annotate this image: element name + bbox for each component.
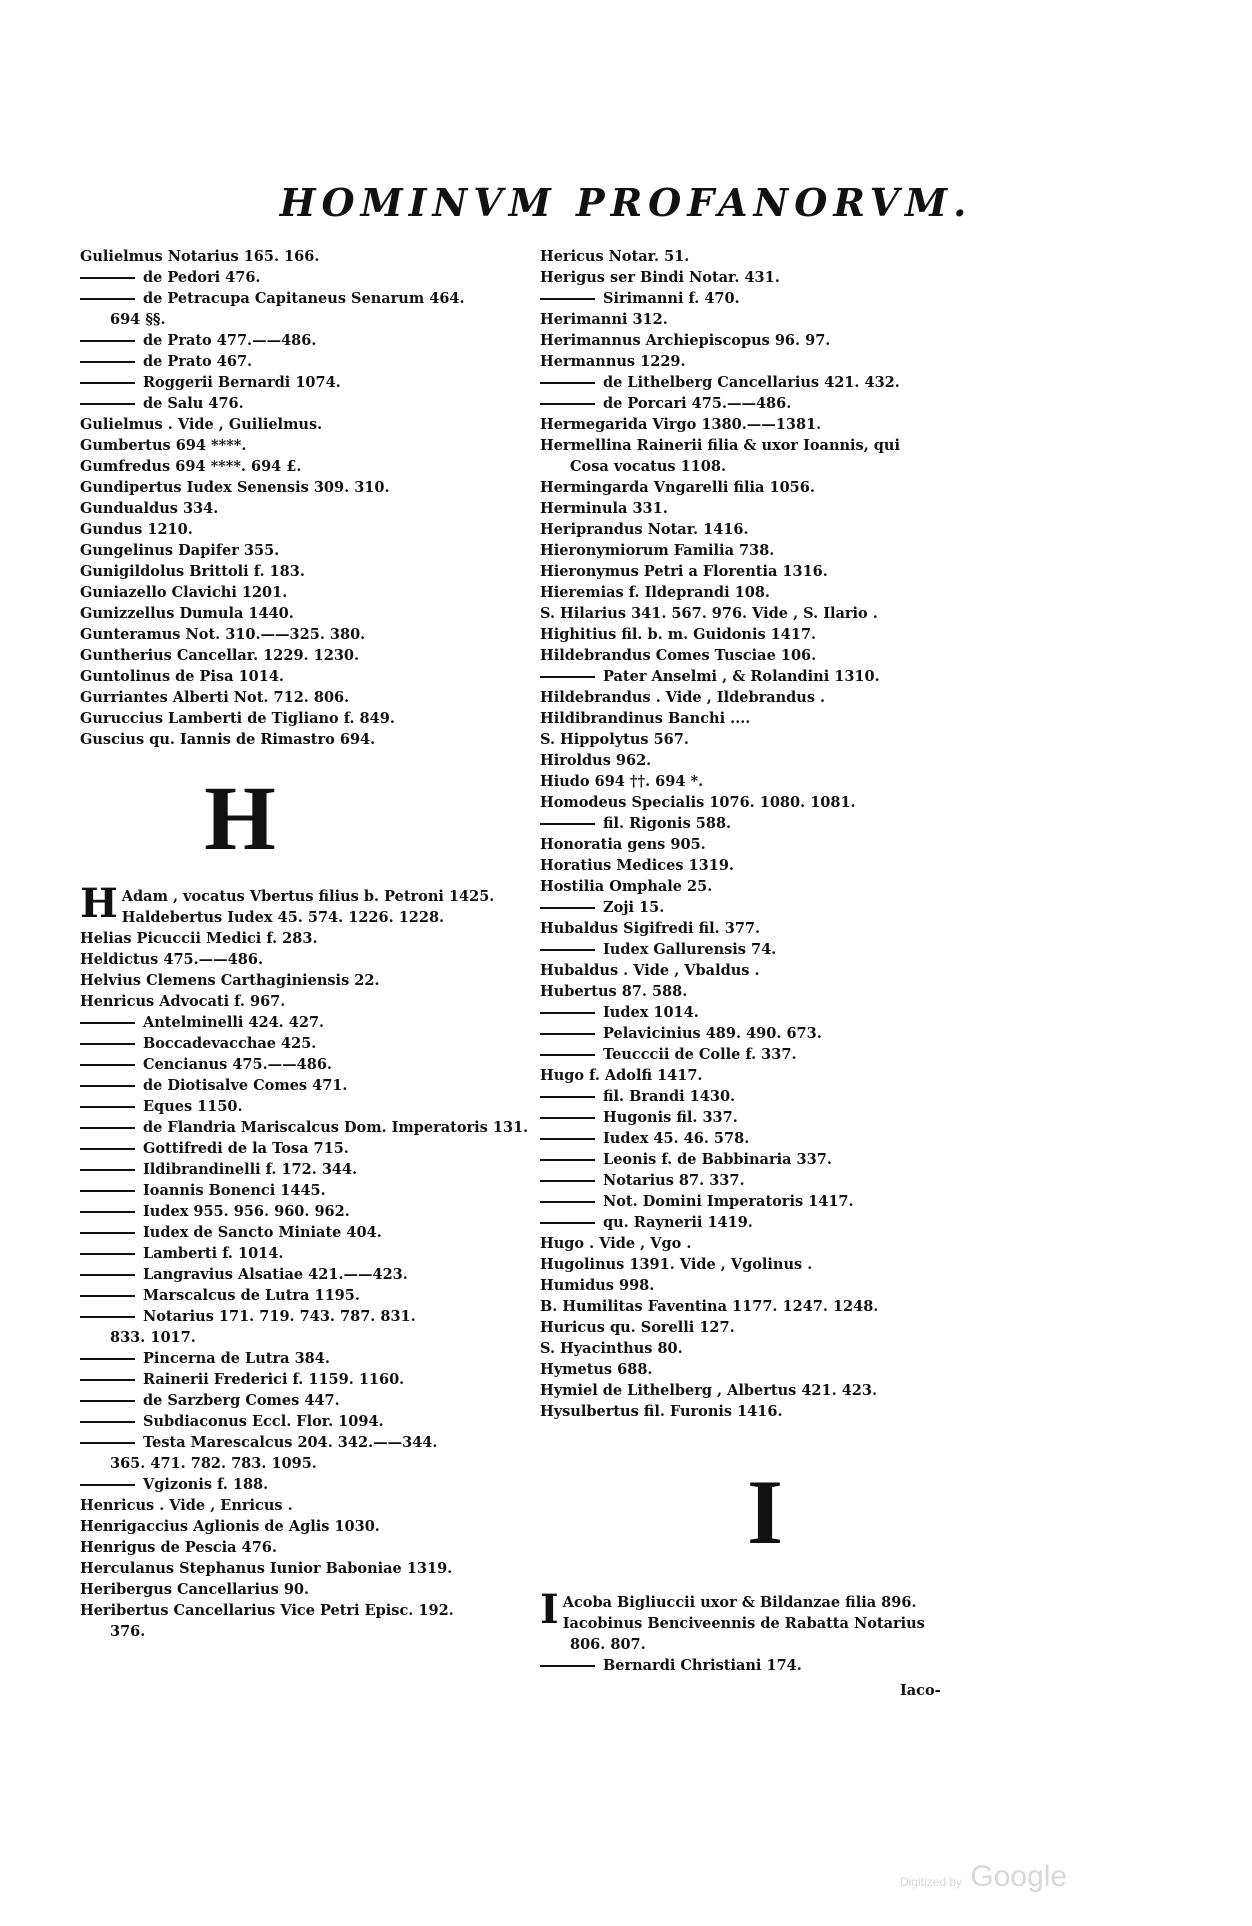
index-entry-text: B. Humilitas Faventina 1177. 1247. 1248. [540,1298,879,1315]
index-entry [540,267,980,288]
ditto-dash [80,1232,135,1234]
index-entry [80,1096,520,1117]
index-entry [80,414,520,435]
index-entry-text: Gunteramus Not. 310.——325. 380. [80,626,366,643]
index-entry [80,1390,520,1411]
index-entry-text: Homodeus Specialis 1076. 1080. 1081. [540,794,856,811]
ditto-dash [540,1159,595,1161]
dropcap-i: I [540,1586,559,1633]
index-entry-text: Roggerii Bernardi 1074. [143,374,341,391]
index-entry-text: Hymetus 688. [540,1361,653,1378]
index-entry-text: qu. Raynerii 1419. [603,1214,753,1231]
index-entry-text: de Porcari 475.——486. [603,395,792,412]
index-entry [80,1516,520,1537]
index-entry-text: Hieronymiorum Familia 738. [540,542,775,559]
ditto-dash [540,1665,595,1667]
ditto-dash [540,1096,595,1098]
index-entry-text: Henrigaccius Aglionis de Aglis 1030. [80,1518,380,1535]
index-entry-text: Iacobinus Benciveennis de Rabatta Notarius [562,1615,925,1632]
index-entry [80,1138,520,1159]
index-entry-text: Hiudo 694 ††. 694 *. [540,773,704,790]
index-entry-text: de Flandria Mariscalcus Dom. Imperatoris 131. [143,1119,529,1136]
index-entry [80,1285,520,1306]
index-entry [540,1338,980,1359]
ditto-dash [80,1379,135,1381]
index-entry-text: Gulielmus Notarius 165. 166. [80,248,320,265]
index-entry-text: 806. 807. [570,1636,646,1653]
index-entry-text: Sirimanni f. 470. [603,290,740,307]
ditto-dash [80,1148,135,1150]
index-entry-text: Hugolinus 1391. Vide , Vgolinus . [540,1256,813,1273]
index-entry-text: Hiroldus 962. [540,752,652,769]
dropcap-h: H [80,880,118,927]
index-entry-text: Hildebrandus . Vide , Ildebrandus . [540,689,826,706]
ditto-dash [540,1138,595,1140]
index-entry-text: Horatius Medices 1319. [540,857,734,874]
ditto-dash [80,1043,135,1045]
index-entry-text: Iudex 1014. [603,1004,699,1021]
index-entry [540,666,980,687]
ditto-dash [80,1484,135,1486]
ditto-dash [80,1442,135,1444]
index-entry [540,1380,980,1401]
index-entry [540,1086,980,1107]
index-entry [80,1579,520,1600]
watermark [900,1860,1067,1894]
index-entry [80,456,520,477]
index-entry [540,687,980,708]
index-entry-text: Heribergus Cancellarius 90. [80,1581,310,1598]
index-entry [80,729,520,750]
index-entry-text: fil. Rigonis 588. [603,815,732,832]
index-entry [80,1180,520,1201]
index-entry [540,792,980,813]
index-entry-text: Marscalcus de Lutra 1195. [143,1287,360,1304]
index-entry [540,1655,980,1676]
index-entry-text: Haldebertus Iudex 45. 574. 1226. 1228. [121,909,445,926]
ditto-dash [540,907,595,909]
index-entry-text: Humidus 998. [540,1277,655,1294]
index-entry [80,582,520,603]
index-entry [540,708,980,729]
index-entry-text: Guntherius Cancellar. 1229. 1230. [80,647,360,664]
index-entry [80,540,520,561]
ditto-dash [80,1190,135,1192]
index-entry [540,1359,980,1380]
left-column [80,246,529,1642]
index-entry-text: Gundipertus Iudex Senensis 309. 310. [80,479,390,496]
ditto-dash [80,298,135,300]
index-entry [540,1401,980,1422]
index-entry [540,1212,980,1233]
index-entry [540,918,980,939]
ditto-dash [540,382,595,384]
index-entry-text: Pincerna de Lutra 384. [143,1350,330,1367]
index-entry-text: 365. 471. 782. 783. 1095. [110,1455,317,1472]
index-entry-text: Langravius Alsatiae 421.——423. [143,1266,408,1283]
index-entry-text: Helias Picuccii Medici f. 283. [80,930,318,947]
index-entry-text: Hieronymus Petri a Florentia 1316. [540,563,828,580]
index-entry-text: Hugonis fil. 337. [603,1109,738,1126]
index-entry [80,498,520,519]
ditto-dash [540,403,595,405]
index-entry [80,1012,520,1033]
index-entry [80,1264,520,1285]
index-entry-text: Guntolinus de Pisa 1014. [80,668,284,685]
index-entry-text: Pelavicinius 489. 490. 673. [603,1025,822,1042]
index-entry [540,498,980,519]
index-entry-text: Hermannus 1229. [540,353,686,370]
index-list-i [540,1613,980,1676]
index-entry [540,624,980,645]
index-entry [540,519,980,540]
index-entry-text: Gunigildolus Brittoli f. 183. [80,563,305,580]
index-entry [80,372,520,393]
index-entry [80,687,520,708]
index-entry [80,1600,520,1621]
index-entry [540,435,980,456]
index-entry-text: Rainerii Frederici f. 1159. 1160. [143,1371,405,1388]
index-entry [540,1317,980,1338]
index-entry-text: Hieremias f. Ildeprandi 108. [540,584,770,601]
index-entry-text: Boccadevacchae 425. [143,1035,317,1052]
index-entry [540,1023,980,1044]
index-entry-text: de Sarzberg Comes 447. [143,1392,340,1409]
first-entry-h-text: Adam , vocatus Vbertus filius b. Petroni 1425. [121,888,495,905]
section-letter-i: I [747,1461,783,1563]
index-entry-text: de Prato 467. [143,353,253,370]
right-column [540,246,980,1676]
index-entry-text: Leonis f. de Babbinaria 337. [603,1151,832,1168]
index-entry [80,645,520,666]
index-entry-text: Gundualdus 334. [80,500,219,517]
ditto-dash [80,1064,135,1066]
ditto-dash [80,1085,135,1087]
ditto-dash [540,1117,595,1119]
index-entry [80,477,520,498]
ditto-dash [80,1358,135,1360]
index-entry-text: Guniazello Clavichi 1201. [80,584,288,601]
index-entry [80,330,520,351]
index-entry-text: Not. Domini Imperatoris 1417. [603,1193,854,1210]
index-entry-text: Hermingarda Vngarelli filia 1056. [540,479,815,496]
index-entry-text: Hubaldus Sigifredi fil. 377. [540,920,761,937]
index-entry-text: Teucccii de Colle f. 337. [603,1046,797,1063]
index-entry-text: Hugo f. Adolfi 1417. [540,1067,703,1084]
index-entry [80,624,520,645]
index-entry [540,1170,980,1191]
ditto-dash [540,1201,595,1203]
index-entry-text: fil. Brandi 1430. [603,1088,736,1105]
index-entry [540,771,980,792]
index-entry [540,1233,980,1254]
index-entry-text: Iudex 955. 956. 960. 962. [143,1203,350,1220]
index-entry-text: Iudex de Sancto Miniate 404. [143,1224,382,1241]
ditto-dash [540,298,595,300]
index-entry [80,1054,520,1075]
index-entry [80,708,520,729]
index-entry-text: Henricus Advocati f. 967. [80,993,286,1010]
index-entry [540,1613,980,1634]
index-entry [540,960,980,981]
index-entry-text: de Salu 476. [143,395,244,412]
index-entry [540,1065,980,1086]
index-entry [540,1002,980,1023]
index-entry-text: Vgizonis f. 188. [143,1476,269,1493]
index-entry [80,1327,520,1348]
index-entry [80,561,520,582]
index-entry [540,813,980,834]
index-entry [540,456,980,477]
index-entry [540,1044,980,1065]
index-entry [80,928,520,949]
index-entry [80,666,520,687]
index-entry-text: de Petracupa Capitaneus Senarum 464. [143,290,465,307]
index-entry-text: Herculanus Stephanus Iunior Baboniae 1319. [80,1560,453,1577]
index-entry-text: Hericus Notar. 51. [540,248,690,265]
index-list-g [80,246,520,750]
index-entry-text: Notarius 87. 337. [603,1172,745,1189]
index-entry [540,288,980,309]
ditto-dash [80,1253,135,1255]
index-entry [80,351,520,372]
index-entry [540,372,980,393]
ditto-dash [540,949,595,951]
ditto-dash [80,382,135,384]
index-entry [540,1191,980,1212]
index-entry [80,1159,520,1180]
index-entry [540,603,980,624]
index-entry-text: Lamberti f. 1014. [143,1245,284,1262]
catchword: Iaco- [900,1682,941,1699]
index-entry [80,246,520,267]
index-entry-text: de Pedori 476. [143,269,261,286]
index-entry [540,939,980,960]
index-entry [80,435,520,456]
index-entry [80,1348,520,1369]
index-entry-text: Hugo . Vide , Vgo . [540,1235,692,1252]
index-entry [540,414,980,435]
index-entry [80,1432,520,1453]
index-entry-text: de Prato 477.——486. [143,332,317,349]
index-entry-text: S. Hyacinthus 80. [540,1340,683,1357]
index-entry-text: Zoji 15. [603,899,665,916]
index-entry-text: Hubaldus . Vide , Vbaldus . [540,962,760,979]
ditto-dash [80,361,135,363]
index-entry [540,1107,980,1128]
index-entry [540,729,980,750]
index-entry [80,309,520,330]
index-entry [80,1243,520,1264]
index-entry-text: 694 §§. [110,311,166,328]
index-entry-text: Pater Anselmi , & Rolandini 1310. [603,668,880,685]
index-entry-text: Hubertus 87. 588. [540,983,688,1000]
first-entry-i-text: Acoba Bigliuccii uxor & Bildanzae filia 896. [562,1594,917,1611]
index-entry [540,981,980,1002]
index-entry-text: Highitius fil. b. m. Guidonis 1417. [540,626,817,643]
index-entry [80,949,520,970]
index-entry-text: Gumbertus 694 ****. [80,437,247,454]
index-entry-text: Iudex 45. 46. 578. [603,1130,750,1147]
index-entry [80,1453,520,1474]
index-entry-text: 376. [110,1623,146,1640]
index-entry [540,1149,980,1170]
index-entry-text: Antelminelli 424. 427. [143,1014,325,1031]
index-entry-text: Heldictus 475.——486. [80,951,263,968]
index-entry-text: de Lithelberg Cancellarius 421. 432. [603,374,900,391]
index-entry-text: Subdiaconus Eccl. Flor. 1094. [143,1413,384,1430]
ditto-dash [540,676,595,678]
index-entry-text: Hostilia Omphale 25. [540,878,713,895]
ditto-dash [540,1222,595,1224]
ditto-dash [80,1421,135,1423]
index-entry-text: Helvius Clemens Carthaginiensis 22. [80,972,380,989]
watermark-text: Google [970,1860,1068,1893]
index-entry [80,1474,520,1495]
index-entry-text: Bernardi Christiani 174. [603,1657,802,1674]
index-entry-text: Gurriantes Alberti Not. 712. 806. [80,689,350,706]
index-entry [80,1306,520,1327]
index-entry [80,1537,520,1558]
index-entry-text: Herimannus Archiepiscopus 96. 97. [540,332,831,349]
index-entry [540,393,980,414]
index-entry-text: Gumfredus 694 ****. 694 £. [80,458,302,475]
index-entry-text: Henricus . Vide , Enricus . [80,1497,293,1514]
index-entry [540,1128,980,1149]
index-entry [80,1495,520,1516]
ditto-dash [540,823,595,825]
index-entry-text: Gunizzellus Dumula 1440. [80,605,294,622]
index-entry [540,561,980,582]
index-list-h [80,907,529,1642]
ditto-dash [80,277,135,279]
index-entry-text: Cosa vocatus 1108. [570,458,726,475]
ditto-dash [540,1033,595,1035]
index-entry [80,1201,520,1222]
index-entry [80,288,520,309]
index-entry [80,907,520,928]
index-entry-text: Guruccius Lamberti de Tigliano f. 849. [80,710,395,727]
index-entry-text: Hildebrandus Comes Tusciae 106. [540,647,817,664]
ditto-dash [540,1054,595,1056]
index-entry-text: Iudex Gallurensis 74. [603,941,777,958]
index-entry [540,1296,980,1317]
index-entry [540,330,980,351]
index-entry [540,897,980,918]
index-entry-text: Hildibrandinus Banchi .... [540,710,751,727]
ditto-dash [80,1295,135,1297]
index-entry [80,1033,520,1054]
index-entry-text: Herimanni 312. [540,311,668,328]
index-entry [540,855,980,876]
page-title: HOMINVM PROFANORVM. [279,180,973,225]
section-letter-h: H [204,767,276,869]
ditto-dash [80,340,135,342]
index-entry [540,750,980,771]
ditto-dash [80,1127,135,1129]
index-entry-text: Huricus qu. Sorelli 127. [540,1319,735,1336]
index-entry-text: Guscius qu. Iannis de Rimastro 694. [80,731,376,748]
index-entry [540,1254,980,1275]
index-entry-text: Hymiel de Lithelberg , Albertus 421. 423. [540,1382,878,1399]
index-entry [80,1222,520,1243]
index-entry [540,834,980,855]
index-entry [80,1558,520,1579]
index-entry [80,991,520,1012]
index-entry [80,970,520,991]
ditto-dash [80,1316,135,1318]
index-entry-text: Gulielmus . Vide , Guilielmus. [80,416,323,433]
ditto-dash [80,1211,135,1213]
index-entry [540,1634,980,1655]
index-entry [540,246,980,267]
index-entry-text: Henrigus de Pescia 476. [80,1539,277,1556]
index-entry-text: de Diotisalve Comes 471. [143,1077,348,1094]
index-entry-text: S. Hilarius 341. 567. 976. Vide , S. Ilario . [540,605,878,622]
index-entry [540,645,980,666]
index-entry [540,876,980,897]
ditto-dash [80,1274,135,1276]
index-entry-text: Eques 1150. [143,1098,243,1115]
index-entry-text: Hysulbertus fil. Furonis 1416. [540,1403,783,1420]
index-entry [80,1117,529,1138]
index-entry-text: Herigus ser Bindi Notar. 431. [540,269,780,286]
index-entry [540,351,980,372]
index-entry-text: Testa Marescalcus 204. 342.——344. [143,1434,438,1451]
index-entry [80,1411,520,1432]
index-entry-text: Hermellina Rainerii filia & uxor Ioannis, qui [540,437,900,454]
ditto-dash [540,1012,595,1014]
ditto-dash [80,1400,135,1402]
index-entry-text: Honoratia gens 905. [540,836,706,853]
index-entry-text: Hermegarida Virgo 1380.——1381. [540,416,822,433]
index-entry [80,603,520,624]
index-entry-text: Ioannis Bonenci 1445. [143,1182,326,1199]
index-entry-text: Heriprandus Notar. 1416. [540,521,749,538]
index-entry [80,1075,520,1096]
index-list-h-cont [540,246,980,1422]
index-entry [80,519,520,540]
index-entry [80,1621,520,1642]
index-entry-text: Cencianus 475.——486. [143,1056,332,1073]
index-entry-text: Gundus 1210. [80,521,193,538]
index-entry [540,540,980,561]
index-entry-text: Notarius 171. 719. 743. 787. 831. [143,1308,416,1325]
ditto-dash [80,1106,135,1108]
index-entry-text: Ildibrandinelli f. 172. 344. [143,1161,358,1178]
ditto-dash [80,1169,135,1171]
index-entry [540,477,980,498]
index-entry-text: Gungelinus Dapifer 355. [80,542,280,559]
watermark-small: Digitized by [900,1875,963,1889]
index-entry [80,267,520,288]
index-entry-text: 833. 1017. [110,1329,196,1346]
index-entry [80,1369,520,1390]
index-entry-text: S. Hippolytus 567. [540,731,689,748]
ditto-dash [80,1022,135,1024]
ditto-dash [540,1180,595,1182]
index-entry [80,393,520,414]
index-entry-text: Herminula 331. [540,500,668,517]
index-entry-text: Heribertus Cancellarius Vice Petri Episc. 192. [80,1602,454,1619]
index-entry [540,1275,980,1296]
index-entry-text: Gottifredi de la Tosa 715. [143,1140,349,1157]
ditto-dash [80,403,135,405]
index-entry [540,309,980,330]
index-entry [540,582,980,603]
